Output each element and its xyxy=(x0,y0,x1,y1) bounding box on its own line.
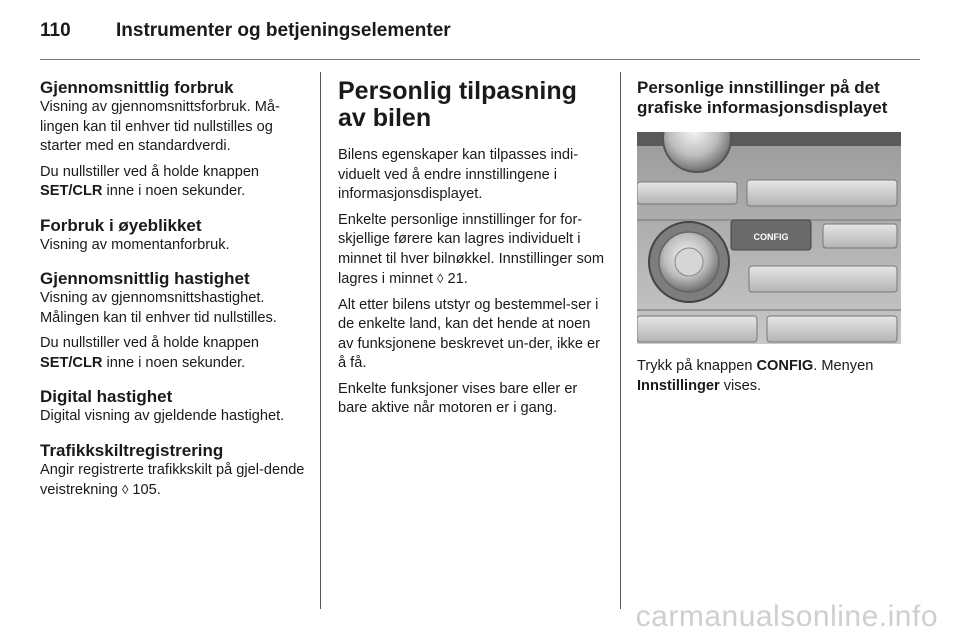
column-middle xyxy=(338,78,606,419)
section-heading: Digital hastighet xyxy=(40,387,173,406)
section-digital-speed xyxy=(40,387,306,427)
text: Enkelte personlige innstillinger for for-skjellige førere kan lagres individuelt i minnet til hver bilnøkkel. Innstillinger som lagres i minnet xyxy=(338,211,605,287)
header-divider xyxy=(40,59,920,60)
paragraph xyxy=(40,334,306,373)
section-heading: Gjennomsnittlig hastighet xyxy=(40,269,250,288)
section-instant-consumption xyxy=(40,216,306,256)
paragraph: Alt etter bilens utstyr og bestemmel-ser i de enkelte land, kan det hende at noen av funksjonene beskrevet un-der, ikke er å få. xyxy=(338,296,601,371)
text: vises. xyxy=(719,377,762,394)
paragraph: Digital visning av gjeldende hastighet. xyxy=(40,408,285,424)
section-heading: Forbruk i øyeblikket xyxy=(40,215,202,235)
page-reference-icon: ◊ xyxy=(121,482,129,497)
page-header xyxy=(40,20,920,62)
column-divider-2 xyxy=(620,72,621,609)
page-reference[interactable]: 105. xyxy=(128,482,161,498)
section-heading: Gjennomsnittlig forbruk xyxy=(40,78,234,97)
chapter-title: Instrumenter og betjeningselementer xyxy=(116,20,451,41)
paragraph xyxy=(40,461,306,501)
config-button-label: CONFIG xyxy=(753,232,789,242)
section-heading: Trafikkskiltregistrering xyxy=(40,440,224,460)
button-name: SET/CLR xyxy=(40,354,103,371)
text: . Menyen xyxy=(813,358,874,374)
page-number: 110 xyxy=(40,20,71,41)
console-photo xyxy=(637,132,901,344)
paragraph: Visning av gjennomsnittshastighet. Målingen kan til enhver tid nullstilles. xyxy=(40,290,277,326)
column-divider-1 xyxy=(320,72,321,609)
paragraph: Enkelte funksjoner vises bare eller er bare aktive når motoren er i gang. xyxy=(338,380,578,416)
paragraph: Bilens egenskaper kan tilpasses indi-viduelt ved å endre innstillingene i informasjonsdisplayet. xyxy=(338,147,579,202)
section-average-consumption xyxy=(40,78,306,202)
paragraph xyxy=(637,357,901,396)
button-name: CONFIG xyxy=(756,358,814,374)
paragraph: Visning av momentanforbruk. xyxy=(40,236,230,253)
button-name: SET/CLR xyxy=(40,183,103,199)
menu-name: Innstillinger xyxy=(637,377,720,394)
text: inne i noen sekunder. xyxy=(102,183,246,199)
column-left xyxy=(40,78,306,515)
page-reference[interactable]: 21. xyxy=(443,271,468,287)
paragraph xyxy=(40,163,306,202)
section-average-speed xyxy=(40,269,306,373)
page-reference-icon: ◊ xyxy=(436,271,444,286)
section-traffic-sign xyxy=(40,441,306,501)
watermark: carmanualsonline.info xyxy=(635,600,938,633)
text: Du nullstiller ved å holde knappen xyxy=(40,335,260,351)
section-heading: Personlige innstillinger på det grafiske informasjonsdisplayet xyxy=(637,78,888,117)
text: Trykk på knappen xyxy=(637,358,757,374)
paragraph xyxy=(338,211,606,290)
text: Du nullstiller ved å holde knappen xyxy=(40,163,260,180)
paragraph: Visning av gjennomsnittsforbruk. Må-lingen kan til enhver tid nullstilles og starter med en standardverdi. xyxy=(40,99,280,154)
text: Angir registrerte trafikkskilt på gjel-dende veistrekning xyxy=(40,461,305,498)
column-right xyxy=(637,78,901,396)
text: inne i noen sekunder. xyxy=(102,354,246,371)
main-heading: Personlig tilpasning av bilen xyxy=(338,77,577,132)
